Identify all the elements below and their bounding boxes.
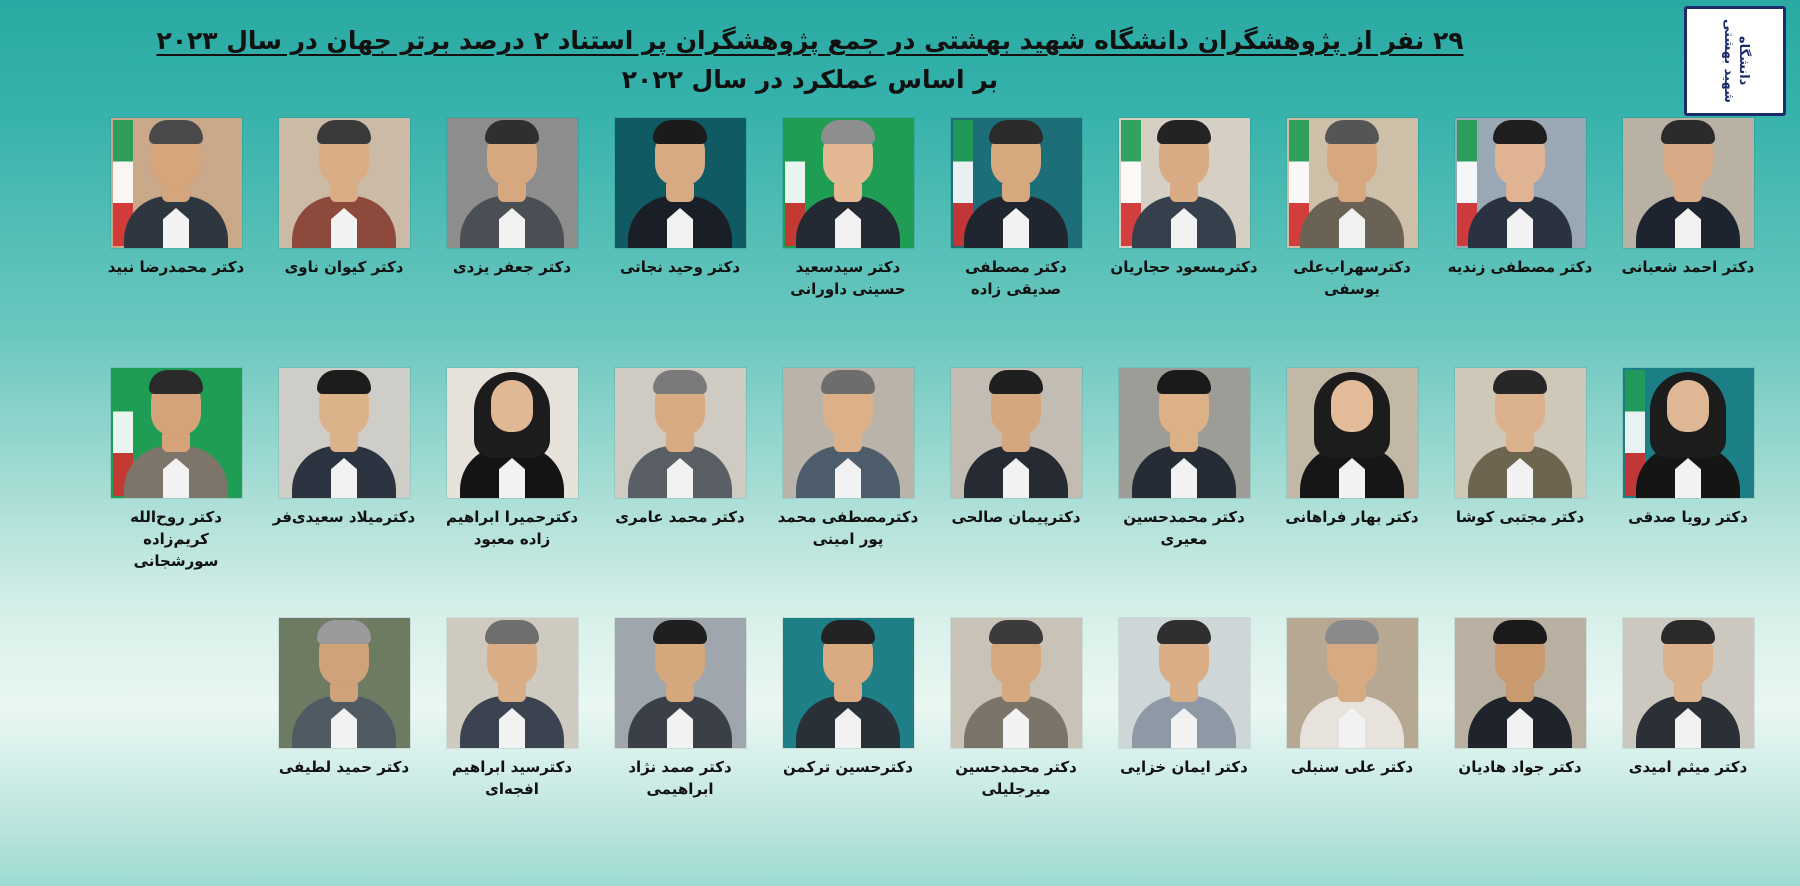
researcher-photo xyxy=(1455,618,1586,748)
researcher-photo xyxy=(1455,118,1586,248)
photo-hair xyxy=(1493,370,1547,394)
university-logo-text: دانشگاه شهید بهشتی xyxy=(1721,19,1751,103)
researcher-name: دکترحسین ترکمن xyxy=(782,758,914,776)
researcher-card xyxy=(434,118,590,368)
researcher-photo xyxy=(1119,368,1250,498)
photo-hair xyxy=(1325,620,1379,644)
photo-hair xyxy=(149,120,203,144)
researcher-name: دکتر محمدحسین معیری xyxy=(1123,508,1245,548)
researcher-card xyxy=(1442,368,1598,618)
researcher-photo xyxy=(1119,618,1250,748)
researcher-card xyxy=(1274,618,1430,868)
researcher-name: دکترمیلاد سعیدی‌فر xyxy=(272,508,416,526)
researcher-photo xyxy=(111,118,242,248)
researcher-photo xyxy=(615,368,746,498)
researcher-name: دکتر مجتبی کوشا xyxy=(1455,508,1585,526)
researcher-name: دکتر میثم امیدی xyxy=(1628,758,1748,776)
researcher-name: دکترپیمان صالحی xyxy=(951,508,1081,526)
researcher-card xyxy=(266,618,422,868)
researcher-name: دکترمصطفی محمد پور امینی xyxy=(777,508,919,548)
researcher-photo xyxy=(1623,618,1754,748)
photo-hair xyxy=(317,620,371,644)
researcher-photo xyxy=(1623,368,1754,498)
photo-hair xyxy=(989,620,1043,644)
photo-hair xyxy=(1661,120,1715,144)
researcher-photo xyxy=(1119,118,1250,248)
researcher-name: دکترحمیرا ابراهیم زاده معبود xyxy=(445,508,579,548)
researcher-card xyxy=(98,368,254,618)
researcher-name: دکتر محمدرضا نبید xyxy=(107,258,245,276)
page-title-line-1: ۲۹ نفر از پژوهشگران دانشگاه شهید بهشتی در جمع پژوهشگران پر استناد ۲ درصد برتر جهان در سال ۲۰۲۳ xyxy=(156,26,1464,55)
researcher-name: دکترسید ابراهیم افجه‌ای xyxy=(451,758,573,798)
photo-hair xyxy=(317,120,371,144)
photo-face xyxy=(1667,380,1709,432)
researcher-photo xyxy=(951,368,1082,498)
photo-hair xyxy=(821,120,875,144)
photo-hair xyxy=(485,120,539,144)
researcher-photo xyxy=(111,368,242,498)
researcher-card xyxy=(1610,368,1766,618)
researcher-card xyxy=(1106,368,1262,618)
photo-face xyxy=(491,380,533,432)
researcher-name: دکتر بهار فراهانی xyxy=(1285,508,1419,526)
researcher-card xyxy=(1442,118,1598,368)
photo-hair xyxy=(485,620,539,644)
researcher-photo xyxy=(783,618,914,748)
researcher-name: دکتر روح‌الله کریم‌زاده سورشجانی xyxy=(130,508,222,570)
researcher-photo xyxy=(1623,118,1754,248)
researcher-card xyxy=(602,368,758,618)
researcher-card xyxy=(266,368,422,618)
photo-hair xyxy=(317,370,371,394)
photo-hair xyxy=(1325,120,1379,144)
researcher-photo xyxy=(279,118,410,248)
researcher-photo xyxy=(1455,368,1586,498)
page-title-line-2: بر اساس عملکرد در سال ۲۰۲۲ xyxy=(621,64,999,94)
photo-hair xyxy=(149,370,203,394)
researcher-name: دکتر وحید نجاتی xyxy=(619,258,741,276)
researcher-card xyxy=(434,368,590,618)
photo-hair xyxy=(989,120,1043,144)
researcher-photo xyxy=(615,618,746,748)
researcher-card xyxy=(1274,368,1430,618)
researcher-photo xyxy=(447,118,578,248)
researcher-card xyxy=(602,618,758,868)
researcher-name: دکتر جعفر یزدی xyxy=(452,258,572,276)
researcher-name: دکتر سیدسعید حسینی داورانی xyxy=(790,258,906,298)
researcher-photo xyxy=(447,368,578,498)
researcher-card xyxy=(770,118,926,368)
researcher-card xyxy=(1610,618,1766,868)
researcher-photo xyxy=(447,618,578,748)
researcher-photo xyxy=(279,618,410,748)
photo-face xyxy=(1331,380,1373,432)
poster-header xyxy=(0,0,1800,118)
researcher-grid xyxy=(0,118,1800,886)
researcher-name: دکتر علی سنبلی xyxy=(1290,758,1414,776)
researcher-photo xyxy=(951,118,1082,248)
researcher-row-3 xyxy=(0,618,1800,868)
researcher-photo xyxy=(615,118,746,248)
researcher-name: دکتر احمد شعبانی xyxy=(1621,258,1755,276)
photo-hair xyxy=(653,370,707,394)
researcher-name: دکتر مصطفی صدیقی زاده xyxy=(965,258,1067,298)
researcher-card xyxy=(98,118,254,368)
university-logo xyxy=(1684,6,1786,116)
researcher-name: دکتر ایمان خزایی xyxy=(1120,758,1248,776)
researcher-photo xyxy=(1287,118,1418,248)
researcher-card xyxy=(602,118,758,368)
researcher-name: دکتر کیوان ناوی xyxy=(284,258,404,276)
researcher-card xyxy=(1106,118,1262,368)
researcher-card xyxy=(938,368,1094,618)
researcher-name: دکترسهراب‌علی یوسفی xyxy=(1293,258,1411,298)
researcher-card xyxy=(938,118,1094,368)
researcher-name: دکتر جواد هادیان xyxy=(1458,758,1582,776)
researcher-card xyxy=(938,618,1094,868)
researcher-photo xyxy=(951,618,1082,748)
researcher-name: دکتر محمد عامری xyxy=(615,508,745,526)
photo-hair xyxy=(989,370,1043,394)
researcher-photo xyxy=(783,118,914,248)
photo-hair xyxy=(821,370,875,394)
photo-hair xyxy=(1157,620,1211,644)
researcher-name: دکتر رویا صدقی xyxy=(1628,508,1748,526)
researcher-name: دکتر محمدحسین میرجلیلی xyxy=(955,758,1077,798)
researcher-card xyxy=(1610,118,1766,368)
researcher-name: دکتر صمد نژاد ابراهیمی xyxy=(628,758,732,798)
photo-hair xyxy=(821,620,875,644)
photo-hair xyxy=(1493,120,1547,144)
photo-hair xyxy=(1157,370,1211,394)
researcher-card xyxy=(434,618,590,868)
researcher-name: دکتر مصطفی زندیه xyxy=(1447,258,1593,276)
researcher-card xyxy=(770,368,926,618)
researcher-name: دکتر حمید لطیفی xyxy=(278,758,410,776)
researcher-photo xyxy=(1287,368,1418,498)
researcher-row-2 xyxy=(0,368,1800,618)
researcher-photo xyxy=(783,368,914,498)
photo-hair xyxy=(1661,620,1715,644)
photo-hair xyxy=(653,120,707,144)
researcher-photo xyxy=(279,368,410,498)
researcher-card xyxy=(1442,618,1598,868)
photo-hair xyxy=(653,620,707,644)
researcher-card xyxy=(1274,118,1430,368)
researcher-name: دکترمسعود حجاریان xyxy=(1110,258,1258,276)
researcher-card xyxy=(770,618,926,868)
photo-hair xyxy=(1157,120,1211,144)
researcher-photo xyxy=(1287,618,1418,748)
researcher-card xyxy=(1106,618,1262,868)
page-title xyxy=(60,22,1560,100)
researcher-card xyxy=(266,118,422,368)
photo-hair xyxy=(1493,620,1547,644)
researcher-row-1 xyxy=(0,118,1800,368)
